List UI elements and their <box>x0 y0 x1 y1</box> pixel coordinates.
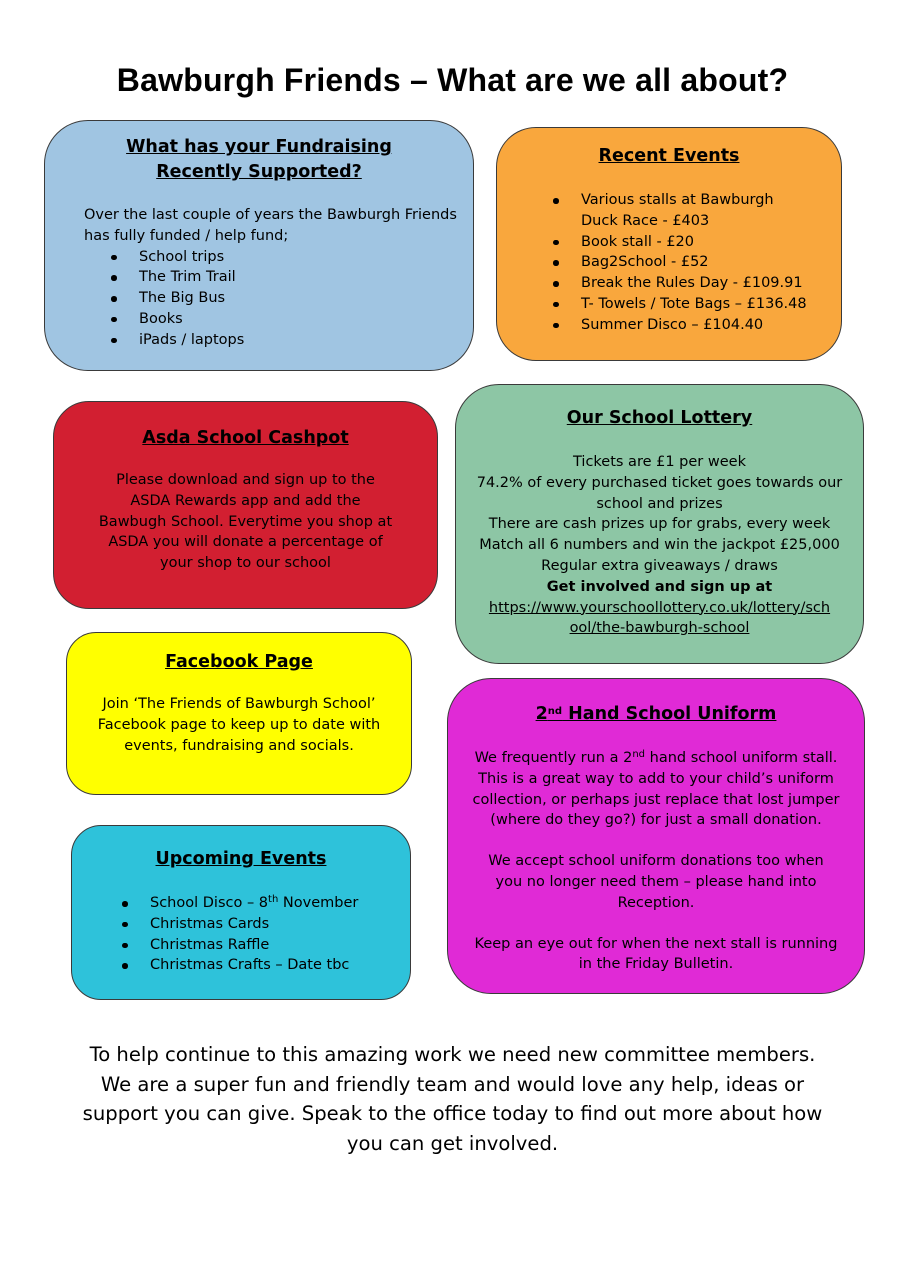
uniform-line: in the Friday Bulletin. <box>578 956 734 973</box>
recent-events-heading: Recent Events <box>598 146 740 166</box>
recent-events-list <box>526 190 811 336</box>
lottery-line: Match all 6 numbers and win the jackpot £25,000 <box>479 537 840 554</box>
list-item: T- Towels / Tote Bags – £136.48 <box>526 294 811 315</box>
list-item: iPads / laptops <box>84 330 473 351</box>
list-item: Various stalls at Bawburgh Duck Race - £403 <box>526 190 811 232</box>
fundraising-intro-line1: Over the last couple of years the Bawburgh Friends <box>84 207 457 223</box>
uniform-heading-sup: nd <box>547 706 563 717</box>
uniform-line: (where do they go?) for just a small donation. <box>490 812 822 829</box>
lottery-url-line1[interactable]: https://www.yourschoollottery.co.uk/lottery/sch <box>488 599 831 616</box>
upcoming-item1-pre: School Disco – 8 <box>150 895 269 911</box>
upcoming-events-box <box>71 825 411 1000</box>
uniform-p1-post: hand school uniform stall. <box>645 750 838 766</box>
fundraising-intro-line2: has fully funded / help fund; <box>84 227 289 244</box>
facebook-line: Facebook page to keep up to date with <box>97 716 381 733</box>
footer-appeal <box>60 1040 845 1158</box>
lottery-cta: Get involved and sign up at <box>546 578 773 595</box>
asda-line: Bawbugh School. Everytime you shop at <box>98 513 393 530</box>
upcoming-list <box>95 893 410 976</box>
list-item: The Trim Trail <box>84 267 473 288</box>
facebook-text <box>67 694 411 756</box>
uniform-heading-rest: Hand School Uniform <box>562 704 777 724</box>
asda-text <box>54 470 437 574</box>
uniform-paragraph-1 <box>448 748 864 831</box>
lottery-url-line2[interactable]: ool/the-bawburgh-school <box>569 620 750 637</box>
footer-line: To help continue to this amazing work we need new committee members. <box>89 1043 816 1066</box>
list-item: Bag2School - £52 <box>526 252 811 273</box>
uniform-p1-sup: nd <box>632 749 646 760</box>
asda-heading: Asda School Cashpot <box>142 428 349 448</box>
lottery-line: Regular extra giveaways / draws <box>541 557 778 574</box>
list-item: School trips <box>84 247 473 268</box>
footer-line: you can get involved. <box>346 1131 559 1155</box>
recent-events-box <box>496 127 842 361</box>
list-item: Christmas Raffle <box>95 935 410 956</box>
list-item: Christmas Cards <box>95 914 410 935</box>
lottery-line: school and prizes <box>596 495 723 512</box>
page-title: Bawburgh Friends – What are we all about? <box>116 62 789 98</box>
uniform-line: you no longer need them – please hand into <box>495 873 817 890</box>
list-item: Summer Disco – £104.40 <box>526 315 811 336</box>
uniform-line: This is a great way to add to your child’s uniform <box>478 770 834 787</box>
asda-cashpot-box <box>53 401 438 609</box>
asda-line: ASDA Rewards app and add the <box>130 492 361 509</box>
footer-line: support you can give. Speak to the office today to find out more about how <box>82 1102 823 1125</box>
lottery-url-link[interactable] <box>456 598 863 640</box>
lottery-heading: Our School Lottery <box>566 408 753 428</box>
lottery-line: There are cash prizes up for grabs, every week <box>488 516 831 533</box>
list-item: The Big Bus <box>84 288 473 309</box>
footer-line: We are a super fun and friendly team and would love any help, ideas or <box>100 1072 805 1096</box>
lottery-line: 74.2% of every purchased ticket goes towards our <box>476 474 843 491</box>
facebook-page-box <box>66 632 412 795</box>
fundraising-list <box>84 247 473 351</box>
list-item <box>95 893 410 914</box>
list-item: Christmas Crafts – Date tbc <box>95 955 410 976</box>
facebook-heading: Facebook Page <box>165 652 313 672</box>
fundraising-heading <box>45 135 473 185</box>
list-item: Books <box>84 309 473 330</box>
asda-line: ASDA you will donate a percentage of <box>108 534 383 551</box>
uniform-line: We accept school uniform donations too when <box>488 853 824 870</box>
fundraising-supported-box <box>44 120 474 371</box>
uniform-heading <box>448 702 864 727</box>
uniform-line <box>448 748 864 769</box>
upcoming-item1-sup: th <box>268 894 279 905</box>
second-hand-uniform-box <box>447 678 865 994</box>
list-item: Break the Rules Day - £109.91 <box>526 273 811 294</box>
uniform-heading-num: 2 <box>535 704 548 724</box>
upcoming-item1-post: November <box>278 895 359 911</box>
facebook-line: events, fundraising and socials. <box>124 737 354 754</box>
list-item: Book stall - £20 <box>526 232 811 253</box>
uniform-p1-pre: We frequently run a 2 <box>474 750 633 766</box>
uniform-line: Reception. <box>617 894 695 911</box>
upcoming-heading: Upcoming Events <box>155 849 327 869</box>
asda-line: Please download and sign up to the <box>116 472 375 488</box>
fundraising-heading-line1: What has your Fundraising <box>126 137 392 157</box>
uniform-paragraph-3 <box>448 934 864 976</box>
uniform-line: Keep an eye out for when the next stall is running <box>474 935 838 952</box>
facebook-line: Join ‘The Friends of Bawburgh School’ <box>102 696 376 712</box>
school-lottery-box <box>455 384 864 664</box>
uniform-line: collection, or perhaps just replace that lost jumper <box>472 791 840 808</box>
lottery-line: Tickets are £1 per week <box>573 454 746 470</box>
fundraising-heading-line2: Recently Supported? <box>156 162 362 182</box>
uniform-paragraph-2 <box>448 851 864 913</box>
fundraising-intro <box>84 205 473 247</box>
lottery-text <box>456 452 863 639</box>
asda-line: your shop to our school <box>160 555 331 572</box>
